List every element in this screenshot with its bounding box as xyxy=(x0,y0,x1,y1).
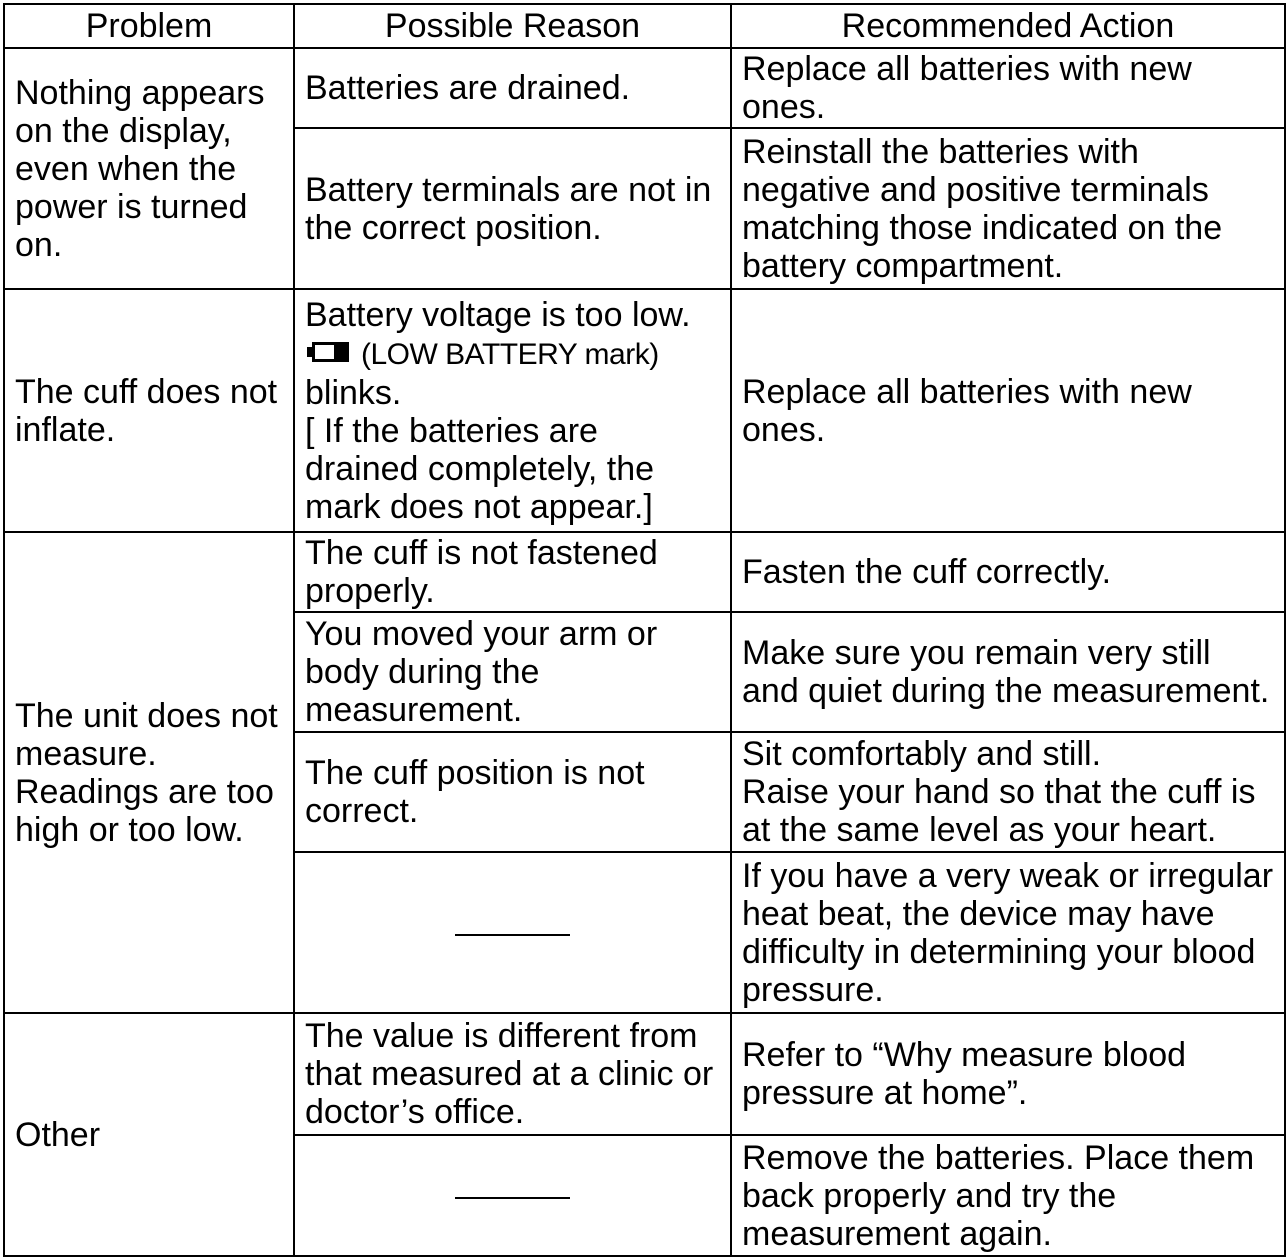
table-row xyxy=(4,289,1285,532)
reason-cell-empty xyxy=(294,852,731,1013)
reason-cell xyxy=(294,289,731,532)
reason-cell xyxy=(294,128,731,289)
action-cell xyxy=(731,289,1285,532)
action-text: Replace all batteries with new ones. xyxy=(742,372,1192,449)
problem-cell-no-measure xyxy=(4,532,294,1013)
action-cell xyxy=(731,852,1285,1013)
action-text: Refer to “Why measure blood pressure at home”. xyxy=(742,1036,1187,1112)
action-cell xyxy=(731,1013,1285,1135)
table-row xyxy=(4,532,1285,612)
action-text: If you have a very weak or irregular heat beat, the device may have difficulty in determining your blood pressure. xyxy=(742,856,1274,1009)
action-cell xyxy=(731,128,1285,289)
dash-line xyxy=(455,934,570,936)
troubleshooting-table xyxy=(3,3,1286,1257)
header-recommended-action: Recommended Action xyxy=(731,4,1285,48)
reason-text: You moved your arm or body during the measurement. xyxy=(305,615,658,729)
reason-text: blinks. xyxy=(305,373,402,412)
header-possible-reason: Possible Reason xyxy=(294,4,731,48)
action-cell xyxy=(731,48,1285,128)
table-row xyxy=(4,48,1285,128)
reason-cell xyxy=(294,48,731,128)
action-cell xyxy=(731,532,1285,612)
reason-text: The cuff is not fastened properly. xyxy=(305,534,658,610)
problem-text: The unit does not measure. Readings are too high or too low. xyxy=(15,696,278,849)
problem-text: Nothing appears on the display, even when the power is turned on. xyxy=(15,73,265,264)
reason-cell-empty xyxy=(294,1135,731,1256)
problem-cell-no-display xyxy=(4,48,294,289)
problem-text: Other xyxy=(15,1115,101,1154)
reason-text: Battery terminals are not in the correct position. xyxy=(305,170,712,247)
action-text: Replace all batteries with new ones. xyxy=(742,50,1192,126)
reason-text: Batteries are drained. xyxy=(305,69,631,107)
action-cell xyxy=(731,732,1285,852)
dash-line xyxy=(455,1197,570,1199)
reason-cell xyxy=(294,1013,731,1135)
reason-text: Battery voltage is too low. xyxy=(305,295,691,334)
reason-cell xyxy=(294,612,731,732)
header-problem: Problem xyxy=(4,4,294,48)
low-battery-icon xyxy=(307,342,351,362)
problem-cell-no-inflate xyxy=(4,289,294,532)
table-row xyxy=(4,1013,1285,1135)
problem-cell-other xyxy=(4,1013,294,1256)
action-text: Remove the batteries. Place them back properly and try the measurement again. xyxy=(742,1138,1255,1253)
reason-text: The value is different from that measured at a clinic or doctor’s office. xyxy=(305,1017,714,1131)
header-row xyxy=(4,4,1285,48)
problem-text: The cuff does not inflate. xyxy=(15,372,278,449)
action-cell xyxy=(731,612,1285,732)
action-text: Make sure you remain very still and quiet during the measurement. xyxy=(742,634,1270,710)
action-text: Fasten the cuff correctly. xyxy=(742,553,1112,591)
reason-cell xyxy=(294,732,731,852)
reason-note: [ If the batteries are drained completely, the mark does not appear.] xyxy=(305,411,655,526)
action-text: Reinstall the batteries with negative and positive terminals matching those indicated on the battery compartment. xyxy=(742,132,1223,285)
reason-text: The cuff position is not correct. xyxy=(305,754,645,830)
action-text: Sit comfortably and still. xyxy=(742,735,1102,773)
reason-cell xyxy=(294,532,731,612)
low-battery-mark-label: (LOW BATTERY mark) xyxy=(361,337,659,371)
action-text: Raise your hand so that the cuff is at the same level as your heart. xyxy=(742,773,1256,849)
action-cell xyxy=(731,1135,1285,1256)
low-battery-line xyxy=(305,334,720,374)
